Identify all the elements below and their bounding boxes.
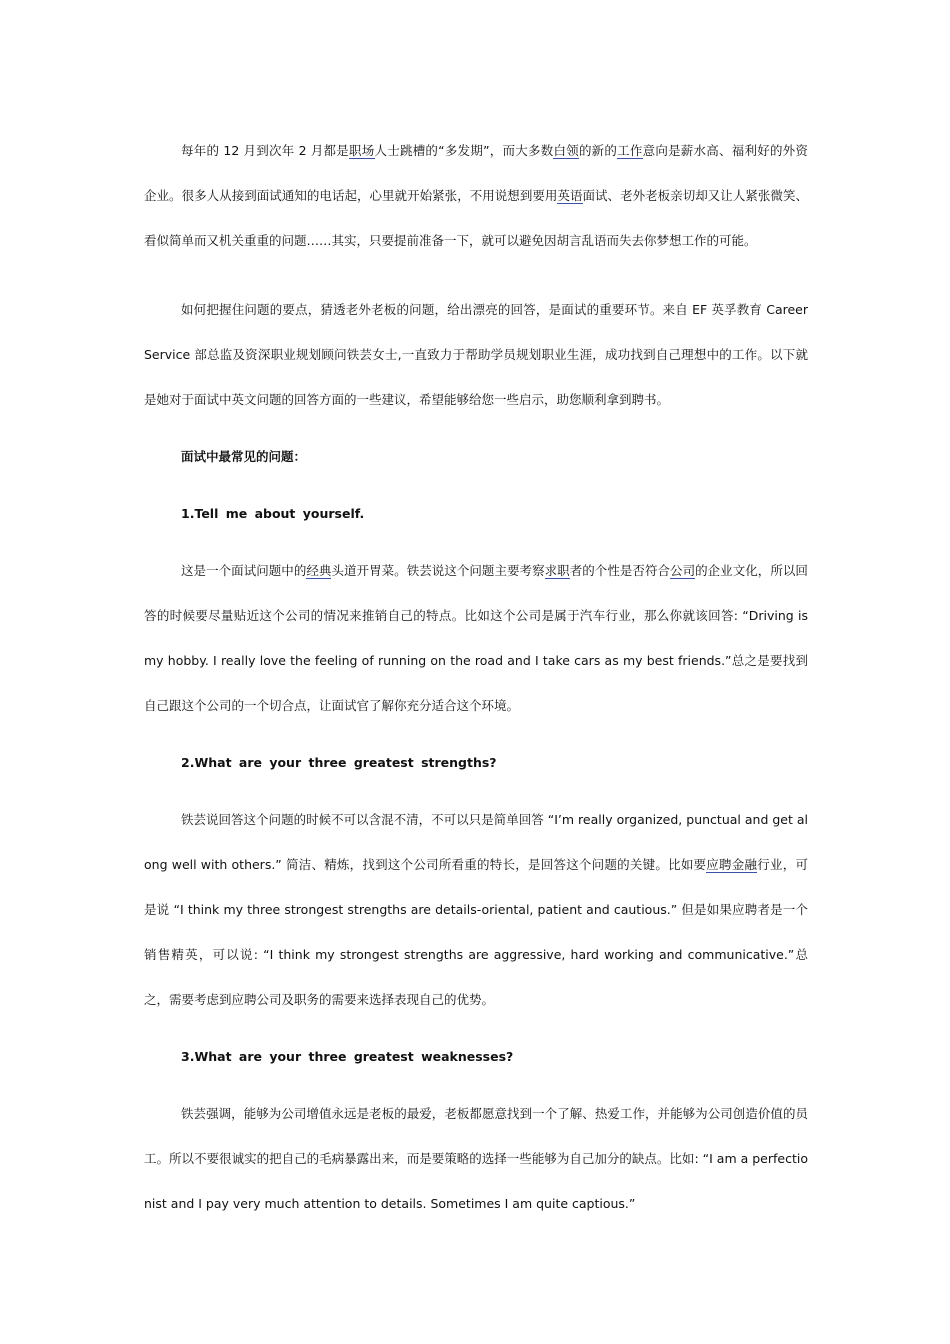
keyword-link-apply[interactable]: 应聘 bbox=[706, 857, 732, 872]
text-run: 这是一个面试问题中的 bbox=[181, 563, 307, 578]
text-run: 面试、老外老板亲切却又让人紧张微笑、看似简单而又机关重重的问题……其实，只要提前准备一下，就可以避免因胡言乱语而失去你梦想工作的可能。 bbox=[144, 188, 808, 248]
text-run: 者的个性是否符合 bbox=[569, 563, 671, 578]
keyword-link-classic[interactable]: 经典 bbox=[306, 563, 332, 578]
advice-intro-paragraph: 如何把握住问题的要点，猜透老外老板的问题，给出漂亮的回答，是面试的重要环节。来自 EF 英孚教育 Career Service 部总监及资深职业规划顾问铁芸女士,一直致力于帮助学员规划职业生涯，成功找到自己理想中的工作。以下就是她对于面试中英文问题的回答方面的一些建议，希望能够给您一些启示，助您顺利拿到聘书。 bbox=[144, 302, 808, 407]
spacer bbox=[144, 785, 808, 797]
keyword-link-finance[interactable]: 金融 bbox=[731, 857, 758, 872]
keyword-link-workplace[interactable]: 职场 bbox=[349, 143, 375, 158]
spacer bbox=[144, 728, 808, 740]
spacer bbox=[144, 536, 808, 548]
keyword-link-company[interactable]: 公司 bbox=[670, 563, 696, 578]
text-run: 的新的 bbox=[578, 143, 618, 158]
text-run: 的企业文化，所以回答的时候要尽量贴近这个公司的情况来推销自己的特点。比如这个公司是属于汽车行业，那么你就该回答: “Driving is my hobby. I really love the feeling of running on the road and I take cars as my best friends.”总之是要找到自己跟这个公司的一个切合点，让面试官了解你充分适合这个环境。 bbox=[144, 563, 808, 713]
text-run: 铁芸说回答这个问题的时候不可以含混不清，不可以只是简单回答 “I’m really organized, punctual and get along well with others.” 简洁、精炼，找到这个公司所看重的特长，是回答这个问题的关键。比如要 bbox=[144, 812, 808, 872]
question-1-heading: 1.Tell me about yourself. bbox=[181, 506, 365, 521]
section-heading: 面试中最常见的问题： bbox=[181, 449, 307, 464]
text-run: 人士跳槽的“多发期”，而大多数 bbox=[374, 143, 554, 158]
text-run: 头道开胃菜。铁芸说这个问题主要考察 bbox=[331, 563, 545, 578]
text-run: 每年的 12 月到次年 2 月都是 bbox=[181, 143, 350, 158]
keyword-link-english[interactable]: 英语 bbox=[557, 188, 583, 203]
keyword-link-job-seeking[interactable]: 求职 bbox=[544, 563, 570, 578]
answer-3-paragraph: 铁芸强调，能够为公司增值永远是老板的最爱，老板都愿意找到一个了解、热爱工作，并能够为公司创造价值的员工。所以不要很诚实的把自己的毛病暴露出来，而是要策略的选择一些能够为自己加分的缺点。比如: “I am a perfectionist and I pay very much attention to details. Sometimes I am quite captious.” bbox=[144, 1106, 808, 1211]
answer-2-paragraph bbox=[144, 797, 808, 1022]
document-page bbox=[144, 128, 808, 1226]
question-2-heading: 2.What are your three greatest strengths? bbox=[181, 755, 497, 770]
spacer bbox=[144, 1022, 808, 1034]
keyword-link-job[interactable]: 工作 bbox=[617, 143, 643, 158]
spacer bbox=[144, 263, 808, 287]
text-run: 行业，可是说 “I think my three strongest strengths are details-oriental, patient and cautious.” 但是如果应聘者是一个销售精英，可以说: “I think my strongest strengths are aggressive, hard working and communicative.”总之，需要考虑到应聘公司及职务的需要来选择表现自己的优势。 bbox=[144, 857, 808, 1007]
answer-1-paragraph bbox=[144, 548, 808, 728]
spacer bbox=[144, 1079, 808, 1091]
text-run: 意向是薪水高、福利好的外资企业。很多人从接到面试通知的电话起，心里就开始紧张，不用说想到要用 bbox=[144, 143, 808, 203]
question-3-heading: 3.What are your three greatest weaknesses? bbox=[181, 1049, 514, 1064]
spacer bbox=[144, 479, 808, 491]
intro-paragraph bbox=[144, 128, 808, 263]
keyword-link-white-collar[interactable]: 白领 bbox=[553, 143, 579, 158]
spacer bbox=[144, 422, 808, 434]
